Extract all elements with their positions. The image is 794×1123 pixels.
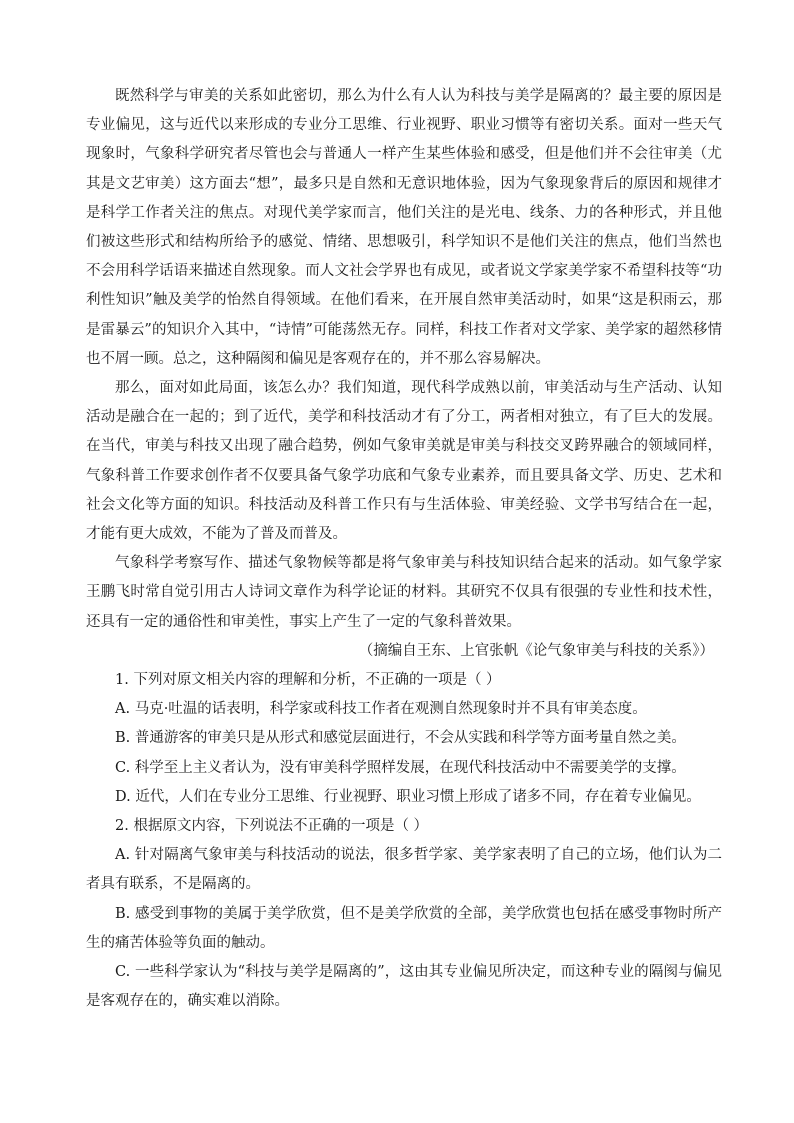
question-2-option-a: A. 针对隔离气象审美与科技活动的说法，很多哲学家、美学家表明了自己的立场，他们认为二者具有联系，不是隔离的。 (86, 847, 722, 893)
question-2-option-c: C. 一些科学家认为“科技与美学是隔离的”，这由其专业偏见所决定，而这种专业的隔阂与偏见是客观存在的，确实难以消除。 (86, 964, 722, 1010)
question-1-option-c: C. 科学至上主义者认为，没有审美科学照样发展，在现代科技活动中不需要美学的支撑。 (115, 759, 686, 776)
article-source: （摘编自王东、上官张帆《论气象审美与科技的关系》） (358, 642, 714, 659)
document-page (86, 82, 722, 1017)
question-1-option-a: A. 马克·吐温的话表明，科学家或科技工作者在观测自然现象时并不具有审美态度。 (115, 701, 647, 718)
article-paragraph-2: 那么，面对如此局面，该怎么办？我们知道，现代科学成熟以前，审美活动与生产活动、认知活动是融合在一起的；到了近代，美学和科技活动才有了分工，两者相对独立，有了巨大的发展。在当代，审美与科技又出现了融合趋势，例如气象审美就是审美与科技交叉跨界融合的领域同样，气象科普工作要求创作者不仅要具备气象学功底和气象专业素养，而且要具备文学、历史、艺术和社会文化等方面的知识。科技活动及科普工作只有与生活体验、审美经验、文学书写结合在一起，才能有更大成效，不能为了普及而普及。 (86, 380, 722, 543)
question-1-option-d: D. 近代，人们在专业分工思维、行业视野、职业习惯上形成了诸多不同，存在着专业偏见。 (115, 788, 701, 805)
question-2-option-b: B. 感受到事物的美属于美学欣赏，但不是美学欣赏的全部，美学欣赏也包括在感受事物时所产生的痛苦体验等负面的触动。 (86, 905, 722, 951)
question-1-option-b: B. 普通游客的审美只是从形式和感觉层面进行，不会从实践和科学等方面考量自然之美。 (115, 730, 686, 747)
question-1-stem: 1. 下列对原文相关内容的理解和分析，不正确的一项是（ ） (115, 672, 501, 689)
article-paragraph-3: 气象科学考察写作、描述气象物候等都是将气象审美与科技知识结合起来的活动。如气象学家王鹏飞时常自觉引用古人诗词文章作为科学论证的材料。其研究不仅具有很强的专业性和技术性，还具有一定的通俗性和审美性，事实上产生了一定的气象科普效果。 (86, 555, 722, 630)
question-2-stem: 2. 根据原文内容，下列说法不正确的一项是（ ） (115, 818, 429, 835)
article-paragraph-1: 既然科学与审美的关系如此密切，那么为什么有人认为科技与美学是隔离的？最主要的原因是专业偏见，这与近代以来形成的专业分工思维、行业视野、职业习惯等有密切关系。面对一些天气现象时，气象科学研究者尽管也会与普通人一样产生某些体验和感受，但是他们并不会往审美（尤其是文艺审美）这方面去“想”，最多只是自然和无意识地体验，因为气象现象背后的原因和规律才是科学工作者关注的焦点。对现代美学家而言，他们关注的是光电、线条、力的各种形式，并且他们被这些形式和结构所给予的感觉、情绪、思想吸引，科学知识不是他们关注的焦点，他们当然也不会用科学话语来描述自然现象。而人文社会学界也有成见，或者说文学家美学家不希望科技等“功利性知识”触及美学的怡然自得领域。在他们看来，在开展自然审美活动时，如果“这是积雨云，那是雷暴云”的知识介入其中，“诗情”可能荡然无存。同样，科技工作者对文学家、美学家的超然移情也不屑一顾。总之，这种隔阂和偏见是客观存在的，并不那么容易解决。 (86, 88, 722, 367)
